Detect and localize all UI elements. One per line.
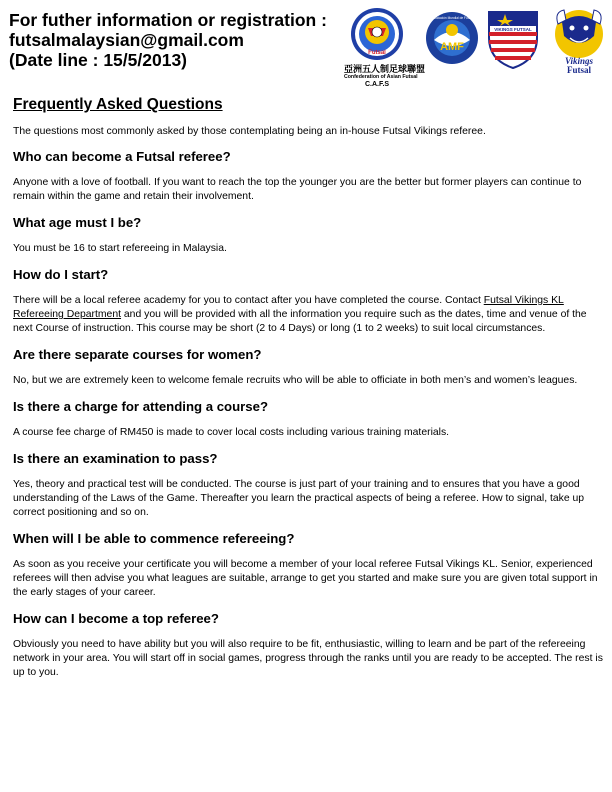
faq-section [13,95,603,690]
vikings-logo-text-1: Vikings [564,56,594,66]
faq-answer-8: Obviously you need to have ability but you will also require to be fit, enthusiastic, willing to learn and be part of the refereeing network in your area. You will start off in social games, progress through the ranks until you are ready to be accepted. The rest is up to you. [13,639,603,678]
faq-question-3: How do I start? [13,267,109,282]
faq-answer-3-after: and you will be provided with all the information you require such as the dates, time and venue of the next Course of instruction. This course may be short (2 to 4 Days) or long (1 to 2 weeks) to suit local circumstances. [13,309,587,334]
faq-question-8: How can I become a top referee? [13,611,219,626]
header-registration-line: For futher information or registration : [9,10,327,30]
faq-answer-1: Anyone with a love of football. If you want to reach the top the younger you are the better but former players can continue to remain within the game and retain their involvement. [13,177,582,202]
refereeing-department-link[interactable]: Futsal Vikings KL Refereeing Department [13,295,564,320]
vikings-shield-logo [485,8,541,70]
faq-answer-3 [13,294,603,336]
cafs-caption [344,64,426,89]
header-deadline: (Date line : 15/5/2013) [9,50,187,70]
amf-ring-text: Asociación Mundial de Futsal [431,16,473,20]
faq-answer-3-before: There will be a local referee academy for you to contact after you have completed the course. Contact [13,295,484,306]
cafs-caption-abbr: C.A.F.S [364,81,390,88]
cafs-caption-chinese: 亞洲五人制足球聯盟 [344,64,426,74]
faq-answer-7: As soon as you receive your certificate you will become a member of your local referee Futsal Vikings KL. Senior, experienced referees will then advise you what leagues are suitable, arrange to get you started and make sure you are given total support in the early stages of your career. [13,559,598,598]
faq-title: Frequently Asked Questions [13,96,223,113]
cafs-caption-english: Confederation of Asian Futsal [344,74,418,80]
cafs-logo [344,6,410,64]
cafs-logo-text: Futsal [368,50,386,56]
faq-answer-4: No, but we are extremely keen to welcome female recruits who will be able to officiate in both men’s and women’s leagues. [13,375,578,386]
amf-logo-text: AMF [440,41,464,53]
faq-question-1: Who can become a Futsal referee? [13,149,231,164]
faq-question-5: Is there a charge for attending a course? [13,399,269,414]
faq-answer-6: Yes, theory and practical test will be conducted. The course is just part of your training and to ensures that you have a good understanding of the Laws of the Game. Thereafter you learn the practical aspects of being a referee. How to signal, take up correct positioning and so on. [13,479,585,518]
vikings-shield-text: VIKINGS FUTSAL [494,27,532,32]
header-email[interactable]: futsalmalaysian@gmail.com [9,30,244,50]
logo-strip [344,6,610,92]
vikings-futsal-logo [550,6,608,76]
faq-question-2: What age must I be? [13,215,142,230]
faq-question-4: Are there separate courses for women? [13,347,262,362]
faq-answer-5: A course fee charge of RM450 is made to cover local costs including various training materials. [13,427,450,438]
faq-question-6: Is there an examination to pass? [13,451,218,466]
faq-answer-2: You must be 16 to start refereeing in Malaysia. [13,243,227,254]
vikings-logo-text-2: Futsal [566,65,592,75]
faq-intro: The questions most commonly asked by those contemplating being an in-house Futsal Vikings referee. [13,126,486,137]
amf-logo [424,10,480,66]
faq-question-7: When will I be able to commence refereeing? [13,531,295,546]
contact-header [9,10,327,70]
